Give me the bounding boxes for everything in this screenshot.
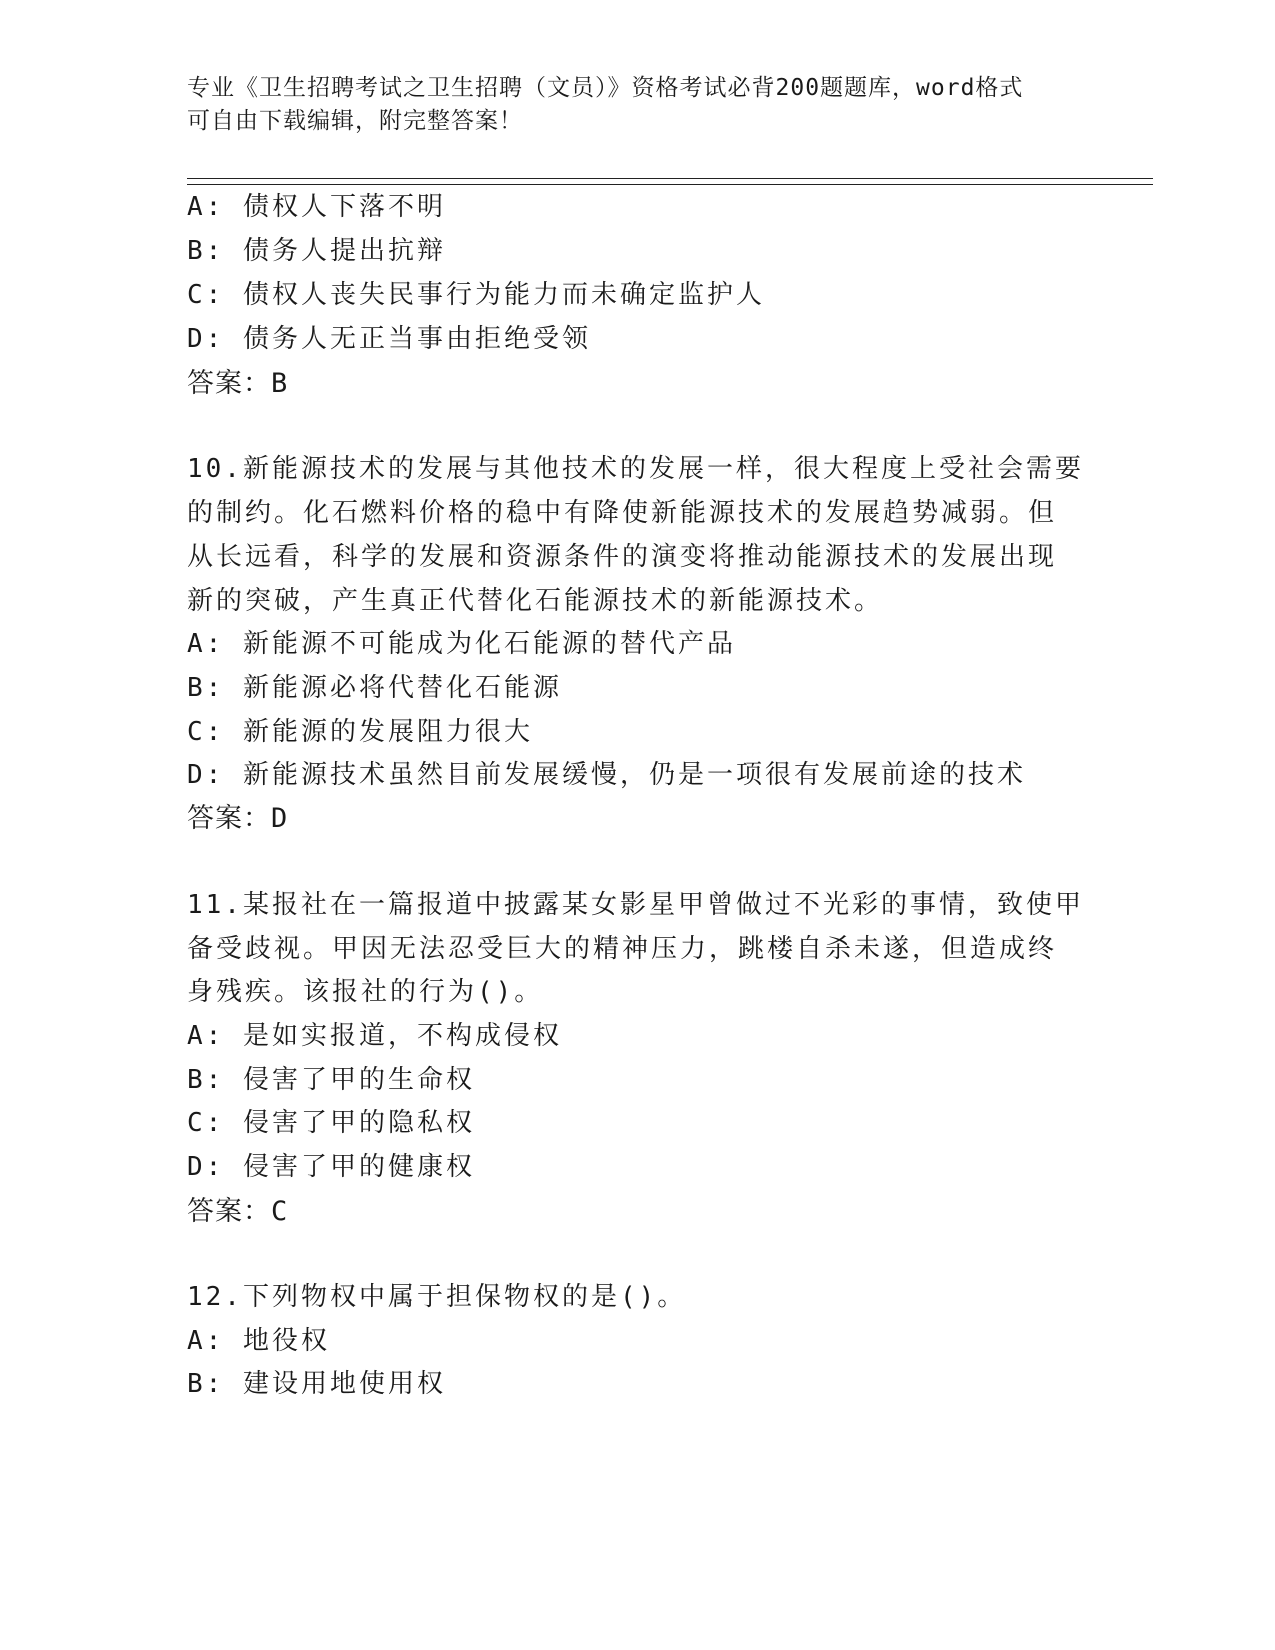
answer-value: B: [271, 368, 289, 399]
question-11-stem-line-3: 身残疾。该报社的行为()。: [187, 977, 544, 1007]
header-line-1: 专业《卫生招聘考试之卫生招聘（文员）》资格考试必背200题题库，word格式: [187, 75, 1024, 101]
answer-label: 答案：: [187, 368, 271, 399]
question-11-option-d: D: 侵害了甲的健康权: [187, 1152, 475, 1182]
answer-label: 答案：: [187, 803, 271, 834]
question-10-option-c: C: 新能源的发展阻力很大: [187, 717, 533, 747]
question-9-option-a: A: 债权人下落不明: [187, 192, 446, 222]
question-10-answer: [187, 796, 288, 835]
question-10-stem-line-2: 的制约。化石燃料价格的稳中有降使新能源技术的发展趋势减弱。但: [187, 498, 1058, 528]
question-10-stem-line-4: 新的突破，产生真正代替化石能源技术的新能源技术。: [187, 586, 884, 616]
question-11-option-b: B: 侵害了甲的生命权: [187, 1065, 475, 1095]
answer-label: 答案：: [187, 1196, 271, 1227]
question-10-option-d: D: 新能源技术虽然目前发展缓慢，仍是一项很有发展前途的技术: [187, 760, 1026, 790]
question-10-option-a: A: 新能源不可能成为化石能源的替代产品: [187, 629, 736, 659]
question-12-stem-line-1: 12.下列物权中属于担保物权的是()。: [187, 1282, 687, 1312]
document-header: [187, 72, 1087, 138]
header-rule-top: [187, 178, 1153, 179]
header-rule-bottom: [187, 184, 1153, 185]
question-10-stem-line-3: 从长远看，科学的发展和资源条件的演变将推动能源技术的发展出现: [187, 542, 1058, 572]
question-9-option-b: B: 债务人提出抗辩: [187, 236, 446, 266]
header-line-2: 可自由下载编辑，附完整答案！: [187, 108, 523, 134]
answer-value: D: [271, 803, 289, 834]
question-11-option-c: C: 侵害了甲的隐私权: [187, 1108, 475, 1138]
question-11-answer: [187, 1189, 288, 1228]
question-9-answer: [187, 361, 288, 400]
question-12-option-a: A: 地役权: [187, 1326, 330, 1356]
question-12-option-b: B: 建设用地使用权: [187, 1369, 446, 1399]
question-10-option-b: B: 新能源必将代替化石能源: [187, 673, 562, 703]
question-11-stem-line-1: 11.某报社在一篇报道中披露某女影星甲曾做过不光彩的事情，致使甲: [187, 890, 1084, 920]
question-9-option-d: D: 债务人无正当事由拒绝受领: [187, 324, 591, 354]
question-9-option-c: C: 债权人丧失民事行为能力而未确定监护人: [187, 280, 765, 310]
question-10-stem-line-1: 10.新能源技术的发展与其他技术的发展一样，很大程度上受社会需要: [187, 454, 1084, 484]
question-11-stem-line-2: 备受歧视。甲因无法忍受巨大的精神压力，跳楼自杀未遂，但造成终: [187, 934, 1058, 964]
question-11-option-a: A: 是如实报道，不构成侵权: [187, 1021, 562, 1051]
answer-value: C: [271, 1196, 289, 1227]
